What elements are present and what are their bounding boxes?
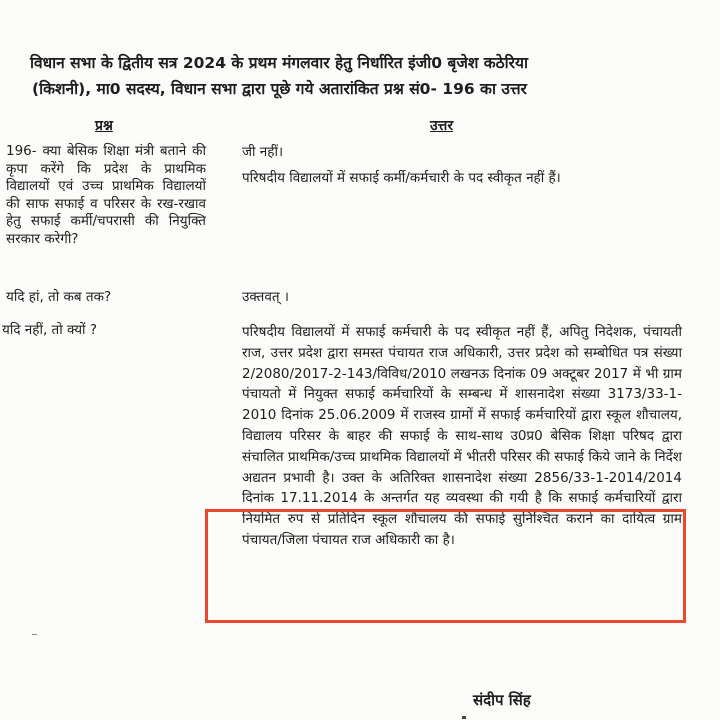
answer-column-header: उत्तर <box>430 118 454 134</box>
highlight-box <box>205 509 686 623</box>
scan-mark <box>32 634 37 635</box>
question-if-yes: यदि हां, तो कब तक? <box>6 289 112 305</box>
answer-posts-not-sanctioned: परिषदीय विद्यालयों में सफाई कर्मी/कर्मचारी के पद स्वीकृत नहीं हैं। <box>242 170 561 186</box>
question-column-header: प्रश्न <box>95 118 113 134</box>
answer-as-above: उक्तवत् । <box>242 289 289 305</box>
question-main: 196- क्या बेसिक शिक्षा मंत्री बताने की कृपा करेंगे कि प्रदेश के प्राथमिक विद्यालयों एवं उच्च प्राथमिक विद्यालयों की साफ सफाई व परिसर के रख-रखाव हेतु सफाई कर्मी/चपरासी की नियुक्ति सरकार करेगी? <box>6 143 206 247</box>
answer-no: जी नहीं। <box>242 144 284 160</box>
scan-dot <box>462 716 466 719</box>
signature-name: संदीप सिंह <box>473 691 531 709</box>
question-if-no: यदि नहीं, तो क्यों ? <box>2 322 98 338</box>
document-heading <box>30 50 700 102</box>
answer-detailed-explanation: परिषदीय विद्यालयों में सफाई कर्मचारी के पद स्वीकृत नहीं हैं, अपितु निदेशक, पंचायती राज, उत्तर प्रदेश द्वारा समस्त पंचायत राज अधिकारी, उत्तर प्रदेश को सम्बोधित पत्र संख्या 2/2080/2017-2-143/विविध/2010 लखनऊ दिनांक 09 अक्टूबर 2017 में भी ग्राम पंचायतो में नियुक्त सफाई कर्मचारियों के सम्बन्ध में शासनादेश संख्या 3173/33-1-2010 दिनांक 25.06.2009 में राजस्व ग्रामों में सफाई कर्मचारियों द्वारा स्कूल शौचालय, विद्यालय परिसर के बाहर की सफाई के साथ-साथ उ0प्र0 बेसिक शिक्षा परिषद द्वारा संचालित प्राथमिक/उच्च प्राथमिक विद्यालयों में भीतरी परिसर की सफाई किये जाने के निर्देश अद्यतन प्रभावी है। उक्त के अतिरिक्त शासनादेश संख्या 2856/33-1-2014/2014 दिनांक 17.11.2014 के अन्तर्गत यह व्यवस्था की गयी है कि सफाई कर्मचारियों द्वारा नियमित रुप से प्रतिदिन स्कूल शौचालय की सफाई सुनिश्चित कराने का दायित्व ग्राम पंचायत/जिला पंचायत राज अधिकारी का है। <box>242 324 682 548</box>
heading-line-1: विधान सभा के द्वितीय सत्र 2024 के प्रथम मंगलवार हेतु निर्धारित इंजी0 बृजेश कठेरिया <box>30 54 529 72</box>
heading-line-2: (किशनी), मा0 सदस्य, विधान सभा द्वारा पूछे गये अतारांकित प्रश्न सं0- 196 का उत्तर <box>32 80 527 98</box>
